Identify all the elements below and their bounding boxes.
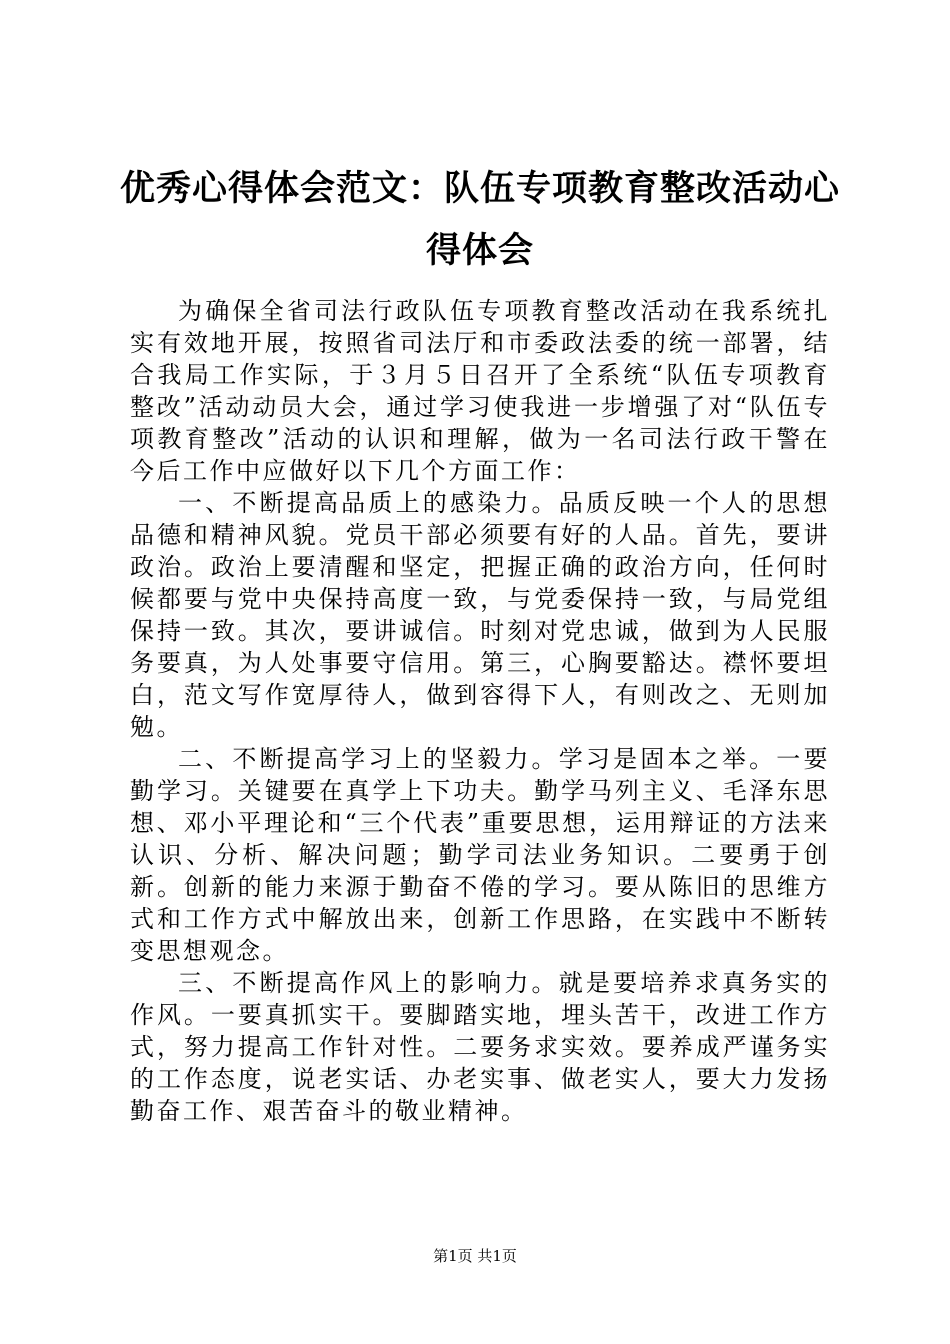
paragraph-section-2: 二、不断提高学习上的坚毅力。学习是固本之举。一要勤学习。关键要在真学上下功夫。勤学马列主义、毛泽东思想、邓小平理论和“三个代表”重要思想，运用辩证的方法来认识、分析、解决问题；勤学司法业务知识。二要勇于创新。创新的能力来源于勤奋不倦的学习。要从陈旧的思维方式和工作方式中解放出来，创新工作思路，在实践中不断转变思想观念。 — [130, 745, 830, 965]
paragraph-intro: 为确保全省司法行政队伍专项教育整改活动在我系统扎实有效地开展，按照省司法厅和市委政法委的统一部署，结合我局工作实际，于３月５日召开了全系统“队伍专项教育整改”活动动员大会，通过学习使我进一步增强了对“队伍专项教育整改”活动的认识和理解，做为一名司法行政干警在今后工作中应做好以下几个方面工作： — [130, 297, 830, 485]
paragraph-section-1: 一、不断提高品质上的感染力。品质反映一个人的思想品德和精神风貌。党员干部必须要有好的人品。首先，要讲政治。政治上要清醒和坚定，把握正确的政治方向，任何时候都要与党中央保持高度一致，与党委保持一致，与局党组保持一致。其次，要讲诚信。时刻对党忠诚，做到为人民服务要真，为人处事要守信用。第三，心胸要豁达。襟怀要坦白，范文写作宽厚待人，做到容得下人，有则改之、无则加勉。 — [130, 489, 830, 741]
paragraph-section-3: 三、不断提高作风上的影响力。就是要培养求真务实的作风。一要真抓实干。要脚踏实地，埋头苦干，改进工作方式，努力提高工作针对性。二要务求实效。要养成严谨务实的工作态度，说老实话、办老实事、做老实人，要大力发扬勤奋工作、艰苦奋斗的敬业精神。 — [130, 969, 830, 1125]
page-footer: 第1页 共1页 — [433, 1247, 517, 1265]
document-title: 优秀心得体会范文：队伍专项教育整改活动心得体会 — [119, 169, 840, 271]
document-body — [130, 295, 830, 1127]
